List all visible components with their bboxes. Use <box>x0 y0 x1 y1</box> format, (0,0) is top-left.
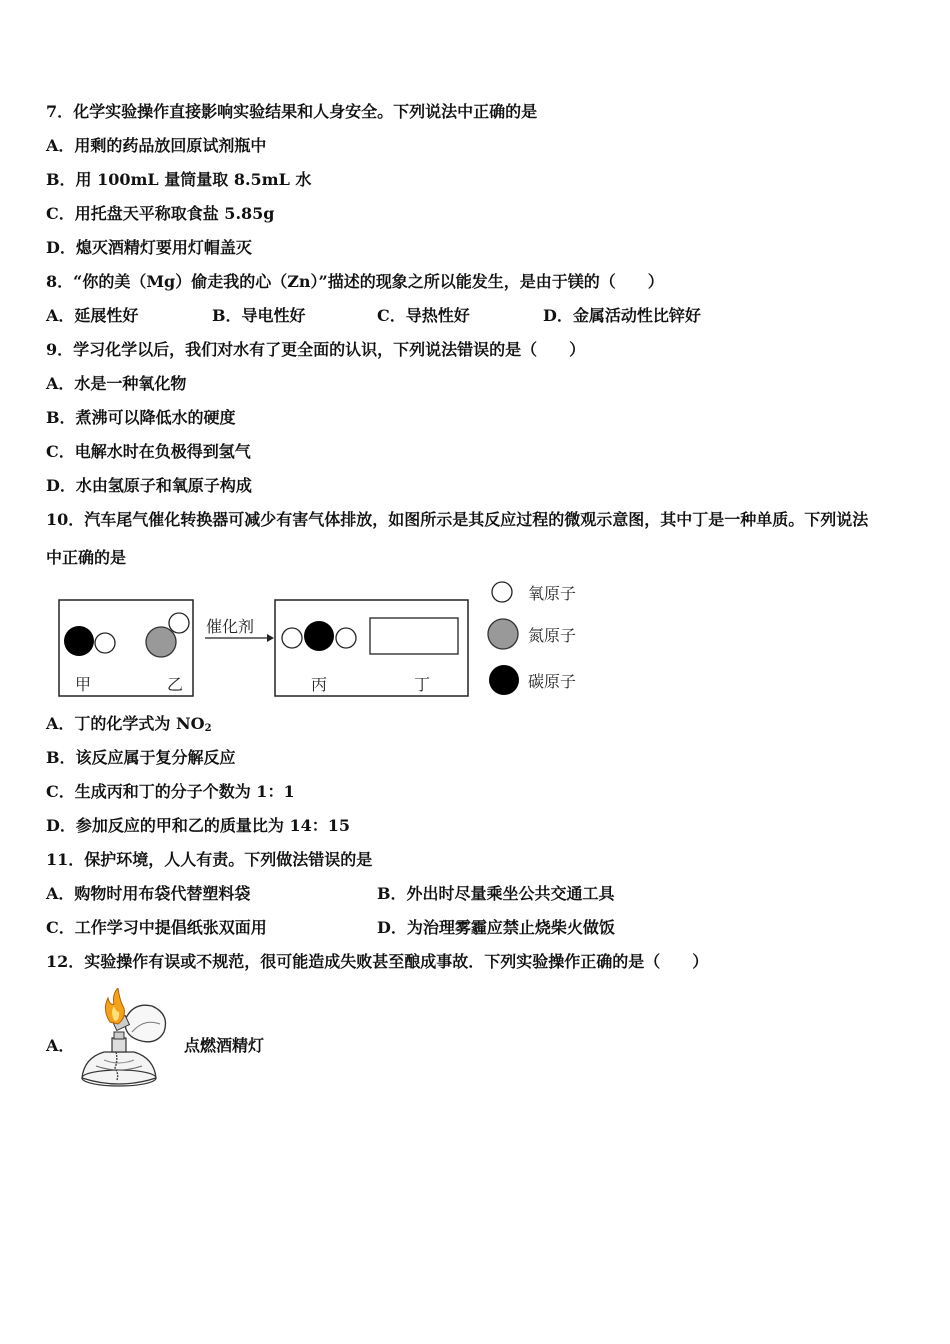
q7-option-b: B．用 100mL 量筒量取 8.5mL 水 <box>46 170 312 189</box>
q12-stem: 12．实验操作有误或不规范，很可能造成失败甚至酿成事故．下列实验操作正确的是（ ） <box>46 952 709 971</box>
q10-option-a-subscript: 2 <box>204 723 212 734</box>
q9-option-d: D．水由氢原子和氧原子构成 <box>46 476 252 495</box>
q12-option-a-letter: A． <box>46 1036 75 1055</box>
q10-option-d: D．参加反应的甲和乙的质量比为 14：15 <box>46 816 350 835</box>
label-ding: 丁 <box>414 675 431 694</box>
q11-option-b: B．外出时尽量乘坐公共交通工具 <box>377 884 615 903</box>
q8-option-d: D．金属活动性比锌好 <box>543 306 701 325</box>
label-bing: 丙 <box>311 675 328 694</box>
q11-option-a: A．购物时用布袋代替塑料袋 <box>46 884 251 903</box>
q7-stem: 7．化学实验操作直接影响实验结果和人身安全。下列说法中正确的是 <box>46 102 538 121</box>
product-box <box>275 600 468 696</box>
q10-stem-line1: 10．汽车尾气催化转换器可减少有害气体排放，如图所示是其反应过程的微观示意图，其中丁是一种单质。下列说法 <box>46 510 869 529</box>
q9-option-c: C．电解水时在负极得到氢气 <box>46 442 251 461</box>
label-jia: 甲 <box>75 675 92 694</box>
q11-option-c: C．工作学习中提倡纸张双面用 <box>46 918 267 937</box>
oxygen-atom <box>282 628 302 648</box>
q12-option-a-caption: 点燃酒精灯 <box>184 1036 265 1055</box>
label-yi: 乙 <box>167 675 184 694</box>
q9-option-a: A．水是一种氧化物 <box>46 374 187 393</box>
q8-stem: 8．“你的美（Mg）偷走我的心（Zn）”描述的现象之所以能发生，是由于镁的（ ） <box>46 272 664 291</box>
oxygen-atom <box>169 613 189 633</box>
oxygen-atom <box>336 628 356 648</box>
oxygen-atom <box>95 633 115 653</box>
q7-option-c: C．用托盘天平称取食盐 5.85g <box>46 204 275 223</box>
carbon-atom <box>304 621 334 651</box>
q10-option-b: B．该反应属于复分解反应 <box>46 748 236 767</box>
q10-stem-line2: 中正确的是 <box>46 548 127 567</box>
legend-oxygen: 氧原子 <box>528 584 577 603</box>
carbon-atom <box>64 626 94 656</box>
q9-stem: 9．学习化学以后，我们对水有了更全面的认识，下列说法错误的是（ ） <box>46 340 586 359</box>
alcohol-lamp-lighting-icon <box>74 988 174 1094</box>
legend-nitrogen-icon <box>488 619 518 649</box>
ding-blank-box <box>370 618 458 654</box>
q8-option-c: C．导热性好 <box>377 306 470 325</box>
q10-option-a-text: A．丁的化学式为 NO <box>46 714 205 733</box>
arrow-head-icon <box>267 634 274 642</box>
label-catalyst: 催化剂 <box>206 617 255 636</box>
q10-option-c: C．生成丙和丁的分子个数为 1：1 <box>46 782 295 801</box>
q8-option-b: B．导电性好 <box>212 306 306 325</box>
q8-option-a: A．延展性好 <box>46 306 139 325</box>
q11-stem: 11．保护环境，人人有责。下列做法错误的是 <box>46 850 373 869</box>
q7-option-d: D．熄灭酒精灯要用灯帽盖灭 <box>46 238 252 257</box>
q11-option-d: D．为治理雾霾应禁止烧柴火做饭 <box>377 918 615 937</box>
q7-option-a: A．用剩的药品放回原试剂瓶中 <box>46 136 267 155</box>
legend-carbon: 碳原子 <box>528 672 577 691</box>
nitrogen-atom <box>146 627 176 657</box>
legend-nitrogen: 氮原子 <box>528 626 577 645</box>
legend-carbon-icon <box>489 665 519 695</box>
q9-option-b: B．煮沸可以降低水的硬度 <box>46 408 236 427</box>
reaction-diagram <box>55 580 595 700</box>
q10-option-a <box>46 714 212 739</box>
legend-oxygen-icon <box>492 582 512 602</box>
